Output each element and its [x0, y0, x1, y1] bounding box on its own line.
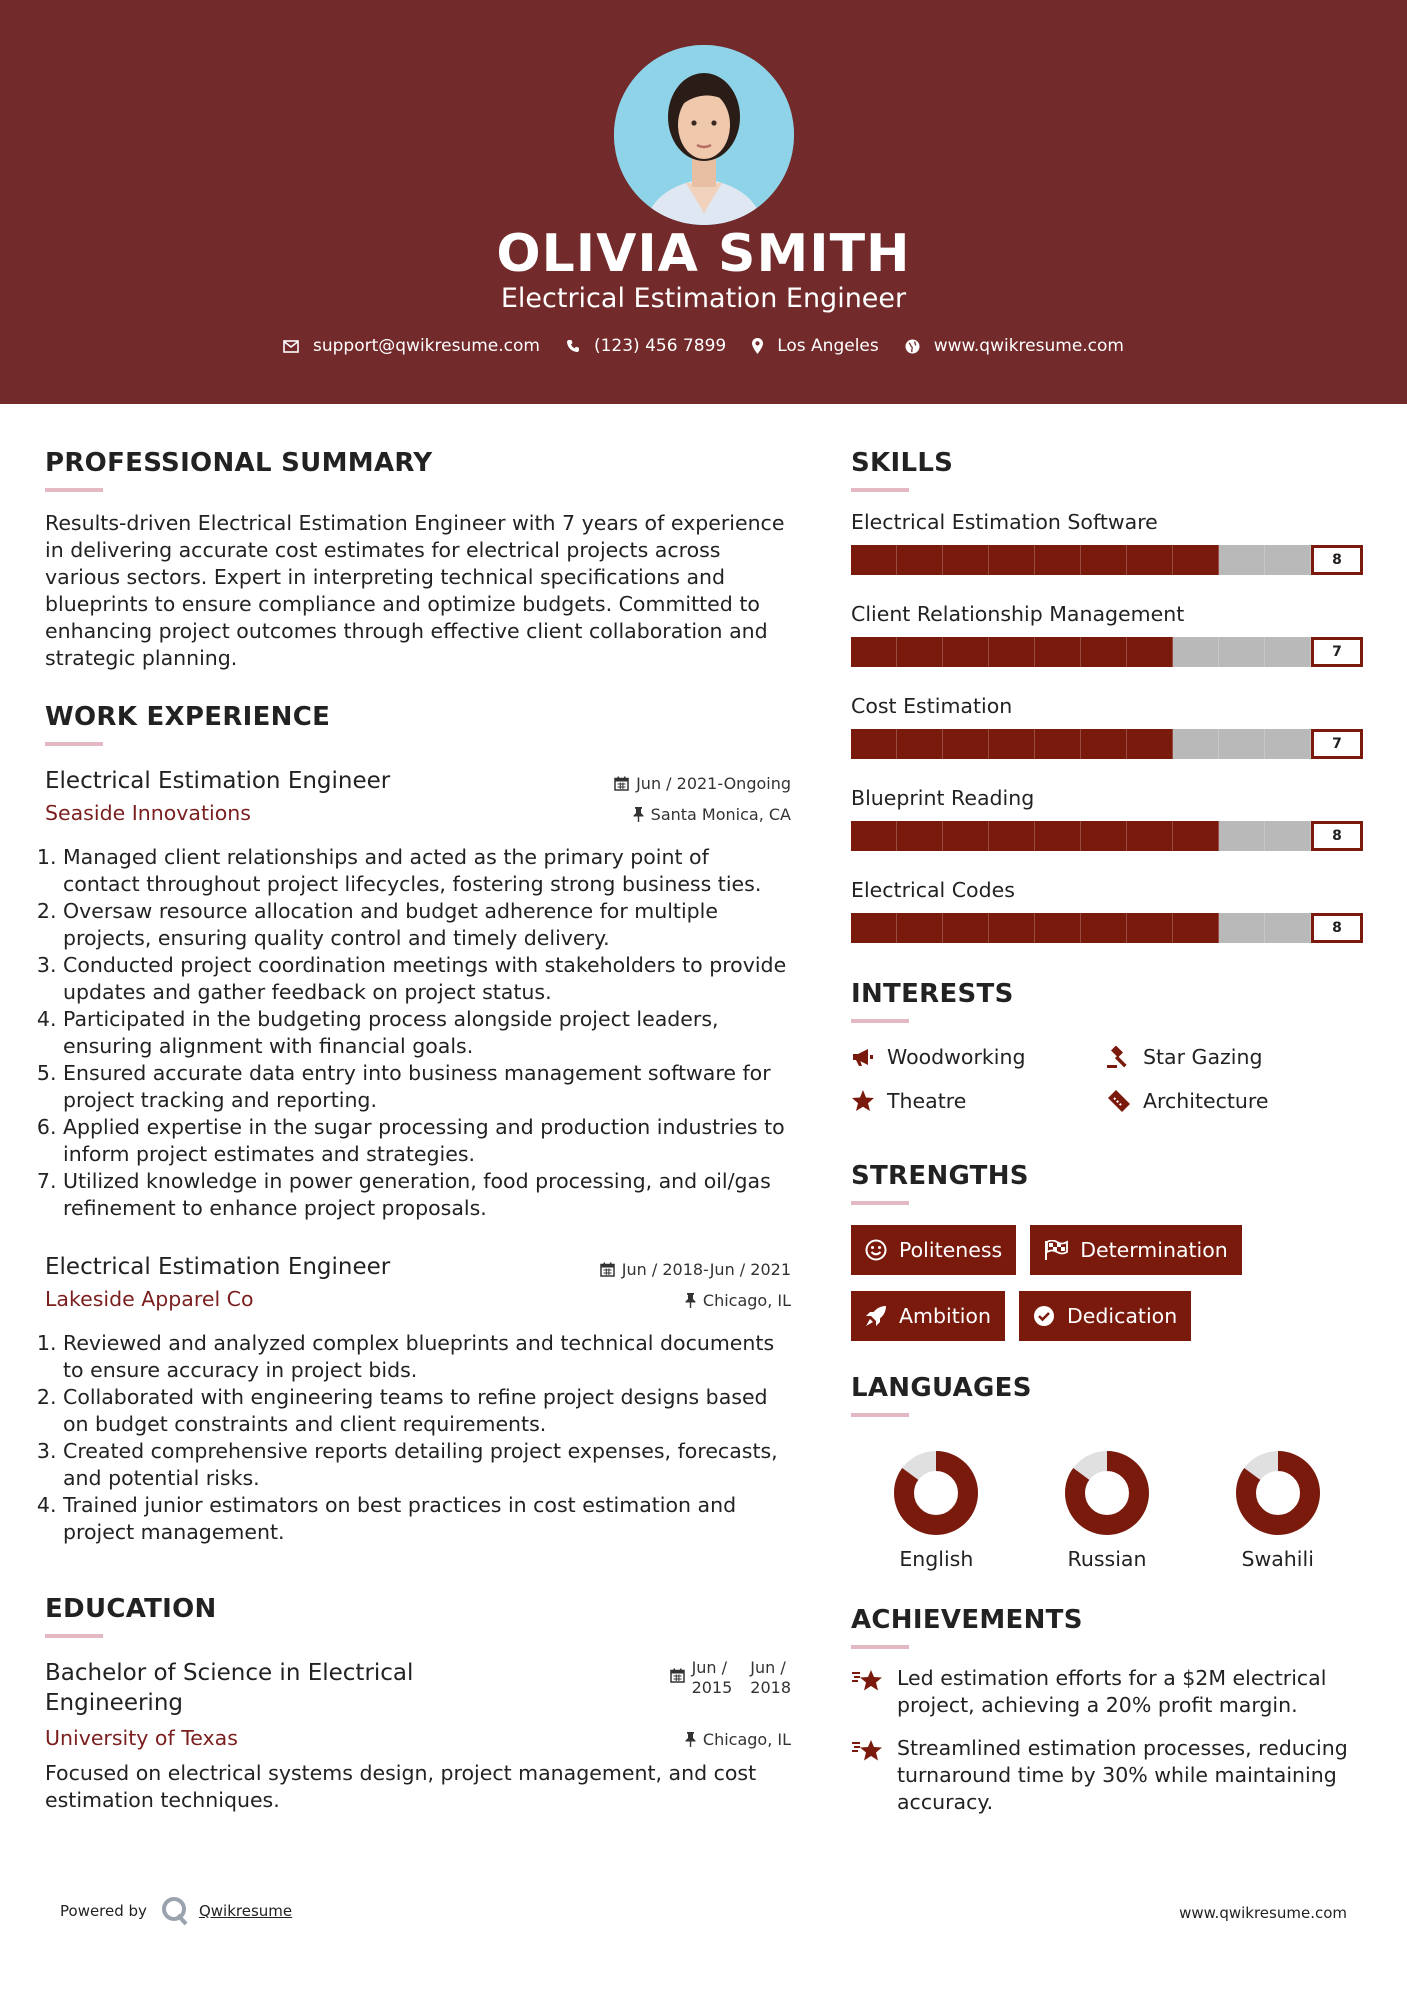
contact-email-text: support@qwikresume.com: [313, 336, 540, 356]
job-bullets: [45, 844, 791, 1222]
skills-heading-underline: [851, 488, 909, 492]
skill-bar: [851, 729, 1363, 759]
job-date-text: Jun / 2021-Ongoing: [636, 774, 791, 793]
job-entry: [45, 1254, 791, 1546]
education-start-year: 2015: [691, 1678, 733, 1697]
job-bullet: 3. Created comprehensive reports detailing project expenses, forecasts, and potential risks.: [63, 1438, 791, 1492]
job-title: Electrical Estimation Engineer: [45, 1254, 391, 1280]
languages-heading-underline: [851, 1413, 909, 1417]
pushpin-icon: [685, 1293, 696, 1308]
degree-title: [45, 1658, 413, 1718]
gavel-icon: [1107, 1046, 1131, 1068]
education-start-month: Jun /: [691, 1658, 728, 1677]
strength-label: Ambition: [899, 1304, 991, 1328]
education-end-year: 2018: [750, 1678, 791, 1697]
interests-grid: [851, 1045, 1363, 1113]
interest-item: [1107, 1045, 1363, 1069]
contact-phone[interactable]: [566, 336, 726, 356]
interest-label: Architecture: [1143, 1089, 1269, 1113]
skill-name: Blueprint Reading: [851, 786, 1035, 810]
achievements-heading-underline: [851, 1645, 909, 1649]
skill-bar: [851, 545, 1363, 575]
achievements-heading: ACHIEVEMENTS: [851, 1605, 1083, 1635]
degree-line-2: Engineering: [45, 1690, 183, 1716]
contact-phone-text: (123) 456 7899: [593, 336, 727, 356]
bullhorn-icon: [851, 1047, 875, 1067]
summary-heading-underline: [45, 488, 103, 492]
powered-by: [60, 1896, 292, 1926]
strength-label: Politeness: [899, 1238, 1003, 1262]
strength-badge: [1019, 1291, 1191, 1341]
interest-item: [851, 1089, 1107, 1113]
language-label: Russian: [1067, 1547, 1147, 1571]
language-label: Swahili: [1241, 1547, 1314, 1571]
calendar-icon: [600, 1262, 615, 1277]
skill-value: 7: [1311, 637, 1363, 667]
education-text: Focused on electrical systems design, project management, and cost estimation techniques.: [45, 1761, 757, 1812]
education-heading-underline: [45, 1634, 103, 1638]
job-location-text: Santa Monica, CA: [650, 805, 791, 824]
languages-heading: LANGUAGES: [851, 1373, 1032, 1403]
contact-bar: [0, 336, 1407, 356]
footer-url[interactable]: www.qwikresume.com: [1179, 1904, 1347, 1922]
skill-bar: [851, 637, 1363, 667]
job-bullets: [45, 1330, 791, 1546]
school-name: University of Texas: [45, 1726, 238, 1750]
skill-bar-fill: [851, 545, 1219, 575]
education-section: [45, 1594, 791, 1814]
interests-heading: INTERESTS: [851, 979, 1014, 1009]
education-end: [750, 1658, 791, 1698]
check-circle-icon: [1033, 1305, 1055, 1327]
experience-heading-underline: [45, 742, 103, 746]
experience-heading: WORK EXPERIENCE: [45, 702, 331, 732]
job-location-text: Chicago, IL: [702, 1291, 791, 1310]
skill-name: Cost Estimation: [851, 694, 1013, 718]
contact-email[interactable]: [283, 336, 540, 356]
job-date-text: Jun / 2018-Jun / 2021: [621, 1260, 791, 1279]
language-item: [851, 1449, 1022, 1571]
skill-item: [851, 878, 1363, 943]
contact-website-text: www.qwikresume.com: [933, 336, 1124, 356]
job-bullet: 5. Ensured accurate data entry into business management software for project tracking and reporting.: [63, 1060, 791, 1114]
language-label: English: [899, 1547, 974, 1571]
degree-line-1: Bachelor of Science in Electrical: [45, 1660, 414, 1686]
job-location: [633, 805, 791, 824]
qwikresume-link[interactable]: Qwikresume: [198, 1902, 293, 1920]
summary-text: Results-driven Electrical Estimation Engineer with 7 years of experience in delivering accurate cost estimates for electrical projects across various sectors. Expert in interpreting technical specifications and blueprints to ensure compliance and optimize budgets. Committed to enhancing project outcomes through effective client collaboration and strategic planning.: [45, 511, 785, 670]
languages-list: [851, 1449, 1363, 1571]
education-heading: EDUCATION: [45, 1594, 217, 1624]
strength-badge: [851, 1225, 1016, 1275]
skill-item: [851, 694, 1363, 759]
job-bullet: 7. Utilized knowledge in power generation, food processing, and oil/gas refinement to enhance project proposals.: [63, 1168, 791, 1222]
resume-header: [0, 0, 1407, 404]
interest-item: [1107, 1089, 1363, 1113]
education-location: [685, 1730, 791, 1749]
language-item: [1192, 1449, 1363, 1571]
calendar-icon: [670, 1668, 685, 1683]
strength-label: Determination: [1080, 1238, 1228, 1262]
job-date: [600, 1260, 791, 1279]
language-item: [1022, 1449, 1193, 1571]
job-bullet: 1. Managed client relationships and acted as the primary point of contact throughout project lifecycles, fostering strong business ties.: [63, 844, 791, 898]
star-icon: [851, 1090, 875, 1112]
skill-bar: [851, 913, 1363, 943]
contact-location-text: Los Angeles: [777, 336, 879, 356]
achievement-item: [851, 1735, 1363, 1816]
skill-item: [851, 602, 1363, 667]
map-marker-icon: [752, 338, 763, 354]
education-end-month: Jun /: [750, 1658, 786, 1677]
skill-item: [851, 786, 1363, 851]
skill-bar-fill: [851, 913, 1219, 943]
interest-item: [851, 1045, 1107, 1069]
job-bullet: 2. Oversaw resource allocation and budget adherence for multiple projects, ensuring quality control and timely delivery.: [63, 898, 791, 952]
company-name: Seaside Innovations: [45, 801, 251, 825]
skill-value: 8: [1311, 913, 1363, 943]
smile-icon: [865, 1239, 887, 1261]
job-date: [614, 774, 791, 793]
language-level-donut: [1063, 1449, 1151, 1537]
summary-section: [45, 448, 791, 672]
powered-by-text: Powered by: [60, 1902, 147, 1920]
company-name: Lakeside Apparel Co: [45, 1287, 254, 1311]
skill-bar-fill: [851, 729, 1173, 759]
achievement-item: [851, 1665, 1363, 1719]
achievement-text: Led estimation efforts for a $2M electrical project, achieving a 20% profit margin.: [897, 1666, 1327, 1717]
profile-photo: [614, 45, 794, 225]
contact-website[interactable]: [905, 336, 1124, 356]
skills-section: [851, 448, 1363, 943]
job-entry: [45, 768, 791, 1222]
language-level-donut: [1234, 1449, 1322, 1537]
candidate-title: Electrical Estimation Engineer: [500, 283, 907, 314]
interests-section: [851, 979, 1363, 1113]
shooting-star-icon: [851, 1667, 885, 1693]
skill-value: 7: [1311, 729, 1363, 759]
job-bullet: 2. Collaborated with engineering teams to refine project designs based on budget constraints and client requirements.: [63, 1384, 791, 1438]
rocket-icon: [865, 1305, 887, 1327]
job-location: [685, 1291, 791, 1310]
job-bullet: 4. Participated in the budgeting process alongside project leaders, ensuring alignment with financial goals.: [63, 1006, 791, 1060]
languages-section: [851, 1373, 1363, 1571]
skill-bar-fill: [851, 821, 1219, 851]
skill-item: [851, 510, 1363, 575]
experience-section: [45, 702, 791, 1546]
strengths-list: [851, 1225, 1363, 1357]
candidate-name: OLIVIA SMITH: [496, 224, 911, 284]
pushpin-icon: [633, 807, 644, 822]
qwikresume-logo-icon: [161, 1896, 189, 1926]
skills-list: [851, 510, 1363, 943]
envelope-icon: [283, 340, 299, 353]
shooting-star-icon: [851, 1737, 885, 1763]
education-dates: [670, 1658, 791, 1698]
strengths-section: [851, 1161, 1363, 1357]
summary-heading: PROFESSIONAL SUMMARY: [45, 448, 433, 478]
globe-icon: [905, 339, 920, 354]
right-column: [851, 448, 1363, 1816]
contact-location: [752, 336, 879, 356]
skill-name: Electrical Codes: [851, 878, 1015, 902]
interest-label: Theatre: [887, 1089, 967, 1113]
interests-heading-underline: [851, 1019, 909, 1023]
strength-label: Dedication: [1066, 1304, 1178, 1328]
skills-heading: SKILLS: [851, 448, 954, 478]
education-location-text: Chicago, IL: [702, 1730, 791, 1749]
skill-name: Client Relationship Management: [851, 602, 1185, 626]
achievement-text: Streamlined estimation processes, reducing turnaround time by 30% while maintaining accuracy.: [897, 1736, 1348, 1814]
ticket-icon: [1107, 1090, 1131, 1112]
strength-badge: [1030, 1225, 1242, 1275]
job-bullet: 3. Conducted project coordination meetings with stakeholders to provide updates and gather feedback on project status.: [63, 952, 791, 1006]
job-title: Electrical Estimation Engineer: [45, 768, 391, 794]
pushpin-icon: [685, 1732, 696, 1747]
job-bullet: 1. Reviewed and analyzed complex blueprints and technical documents to ensure accuracy in project bids.: [63, 1330, 791, 1384]
job-bullet: 6. Applied expertise in the sugar processing and production industries to inform project estimates and strategies.: [63, 1114, 791, 1168]
interest-label: Star Gazing: [1143, 1045, 1263, 1069]
education-start: [692, 1658, 733, 1698]
strengths-heading-underline: [851, 1201, 909, 1205]
job-bullet: 4. Trained junior estimators on best practices in cost estimation and project management.: [63, 1492, 791, 1546]
skill-bar-fill: [851, 637, 1173, 667]
strength-badge: [851, 1291, 1005, 1341]
phone-icon: [566, 339, 580, 353]
achievements-section: [851, 1605, 1363, 1816]
flag-icon: [1044, 1240, 1068, 1260]
strengths-heading: STRENGTHS: [851, 1161, 1029, 1191]
interest-label: Woodworking: [887, 1045, 1026, 1069]
language-level-donut: [892, 1449, 980, 1537]
skill-value: 8: [1311, 545, 1363, 575]
skill-bar: [851, 821, 1363, 851]
skill-value: 8: [1311, 821, 1363, 851]
left-column: [45, 448, 791, 1814]
calendar-icon: [614, 776, 629, 791]
skill-name: Electrical Estimation Software: [851, 510, 1158, 534]
